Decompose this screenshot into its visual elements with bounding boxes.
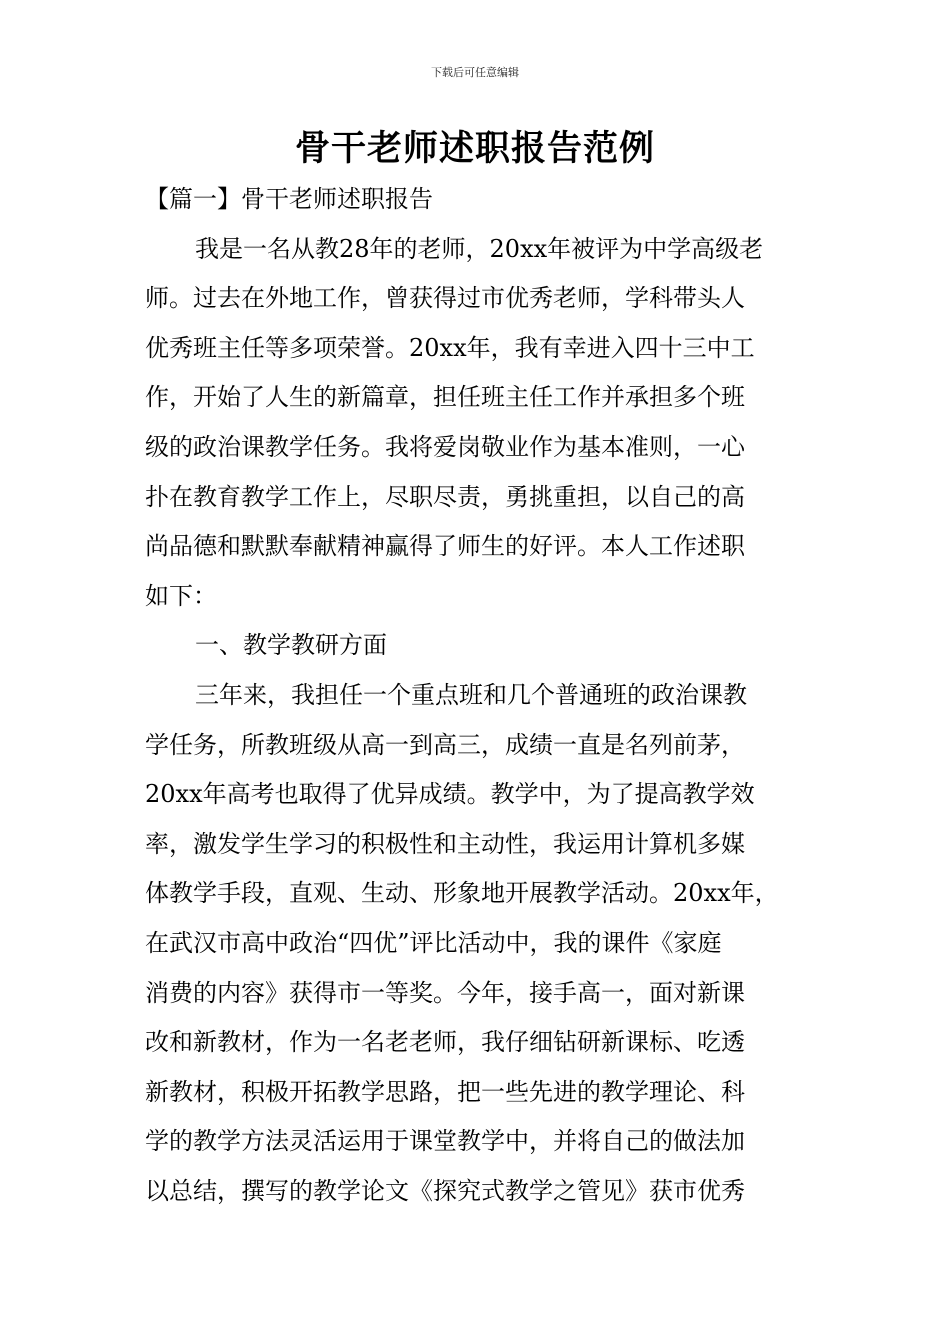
header-note: 下载后可任意编辑 <box>431 66 519 79</box>
paragraph-line: 优秀班主任等多项荣誉。20xx年，我有幸进入四十三中工 <box>145 333 755 362</box>
paragraph-line: 师。过去在外地工作，曾获得过市优秀老师，学科带头人 <box>145 284 745 313</box>
paragraph-line: 如下： <box>145 581 217 610</box>
paragraph-line: 以总结，撰写的教学论文《探究式教学之管见》获市优秀 <box>145 1176 745 1205</box>
paragraph-line: 学任务，所教班级从高一到高三，成绩一直是名列前茅， <box>145 730 745 759</box>
paragraph-line: 体教学手段，直观、生动、形象地开展教学活动。20xx年， <box>145 879 779 908</box>
paragraph-line: 学的教学方法灵活运用于课堂教学中，并将自己的做法加 <box>145 1127 745 1156</box>
paragraph-line: 作，开始了人生的新篇章，担任班主任工作并承担多个班 <box>145 383 745 412</box>
paragraph-line: 20xx年高考也取得了优异成绩。教学中，为了提高教学效 <box>145 780 755 809</box>
paragraph-line: 新教材，积极开拓教学思路，把一些先进的教学理论、科 <box>145 1077 745 1106</box>
paragraph-line: 消费的内容》获得市一等奖。今年，接手高一，面对新课 <box>145 978 745 1007</box>
section-heading: 【篇一】骨干老师述职报告 <box>145 185 433 213</box>
paragraph-line: 率，激发学生学习的积极性和主动性，我运用计算机多媒 <box>145 829 745 858</box>
paragraph-line: 级的政治课教学任务。我将爱岗敬业作为基本准则，一心 <box>145 432 745 461</box>
paragraph-line: 扑在教育教学工作上，尽职尽责，勇挑重担，以自己的高 <box>145 482 745 511</box>
document-title: 骨干老师述职报告范例 <box>294 128 655 169</box>
paragraph-line: 在武汉市高中政治“四优”评比活动中，我的课件《家庭 <box>145 928 722 957</box>
document-body <box>145 175 815 1216</box>
subsection-heading: 一、教学教研方面 <box>195 631 387 660</box>
paragraph-line: 我是一名从教28年的老师，20xx年被评为中学高级老 <box>195 234 764 263</box>
paragraph-line: 三年来，我担任一个重点班和几个普通班的政治课教 <box>195 680 747 709</box>
paragraph-line: 尚品德和默默奉献精神赢得了师生的好评。本人工作述职 <box>145 532 745 561</box>
paragraph-line: 改和新教材，作为一名老老师，我仔细钻研新课标、吃透 <box>145 1028 745 1057</box>
